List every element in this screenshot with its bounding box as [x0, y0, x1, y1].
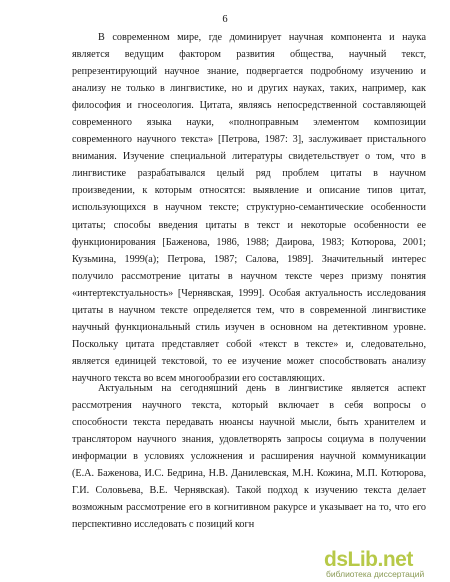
- text-line: перспективно исследовать с позиций когн: [72, 519, 255, 531]
- text-line: функционирования [Баженова, 1986, 1988; Даирова, 1983; Котюрова, 2001;: [72, 236, 426, 248]
- text-line: В современном мире, где доминирует научная компонента и наука: [98, 32, 426, 43]
- text-line: является единицей текстовой, то ее изучение может способствовать анализу: [72, 355, 426, 367]
- page-number: 6: [222, 14, 228, 25]
- watermark-logo-text: dsLib.net: [324, 548, 413, 571]
- text-line: Актуальным на сегодняшний день в лингвистике является аспект: [98, 383, 426, 394]
- text-line: внимания. Изучение специальной литературы свидетельствует о том, что в: [72, 151, 426, 163]
- text-line: современного научного текста» [Петрова, 1987: 3], заслуживает пристального: [72, 134, 426, 146]
- text-line: использующихся в научном тексте; структурно-семантические особенности: [72, 202, 426, 214]
- text-line: лингвистике разрабатывался целый ряд проблем цитаты в научном: [72, 168, 426, 180]
- text-line: цитаты; способы введения цитаты в текст и некоторые особенности ее: [72, 219, 426, 231]
- paragraph-2: [72, 380, 426, 533]
- text-line: информации в условиях усложнения и расширения научной коммуникации: [72, 451, 426, 463]
- text-line: Поскольку цитата представляет собой «текст в тексте» и, следовательно,: [72, 338, 426, 350]
- text-line: произведении, к которым относятся: выявление и описание типов цитат,: [72, 185, 426, 197]
- text-line: Г.И. Соловьева, В.Е. Чернявская). Такой подход к изучению текста делает: [72, 485, 426, 497]
- text-line: научного текста во всем многообразии его составляющих.: [72, 372, 325, 384]
- text-line: философия и гносеология. Цитата, являясь непосредственной составляющей: [72, 100, 426, 112]
- text-line: является ведущим фактором развития общества, научный текст,: [72, 49, 426, 61]
- text-line: «интертекстуальность» [Чернявская, 1999]. Особая актуальность исследования: [72, 287, 426, 299]
- text-line: цитаты в научном тексте определяется тем, что в современной лингвистике: [72, 304, 426, 316]
- text-line: Кузьмина, 1999(а); Петрова, 1987; Салова, 1989]. Значительный интерес: [72, 253, 426, 265]
- text-line: возможным рассмотрение его в когнитивном ракурсе и указывает на то, что его: [72, 502, 426, 514]
- text-line: репрезентирующий научное знание, подвергается подробному изучению и: [72, 66, 426, 78]
- text-line: способности текста передавать нюансы научной мысли, быть хранителем и: [72, 417, 426, 429]
- watermark-subtitle: библиотека диссертаций: [326, 569, 425, 579]
- text-line: анализу не только в лингвистике, но и других науках, таких, например, как: [72, 83, 426, 95]
- watermark-logo: [324, 548, 444, 578]
- text-line: получило рассмотрение цитаты в научном тексте через призму понятия: [72, 270, 426, 282]
- paragraph-1: [72, 29, 426, 387]
- text-line: (Е.А. Баженова, И.С. Бедрина, Н.В. Данилевская, М.Н. Кожина, М.П. Котюрова,: [72, 468, 426, 480]
- text-line: современного языка науки, «полноправным элементом композиции: [72, 117, 426, 129]
- text-line: транслятором научного знания, удовлетворять запросы социума в получении: [72, 434, 426, 446]
- text-line: рассмотрения научного текста, который включает в себя вопросы о: [72, 400, 426, 412]
- text-line: научный функциональный стиль изучен в основном на детективном уровне.: [72, 321, 426, 333]
